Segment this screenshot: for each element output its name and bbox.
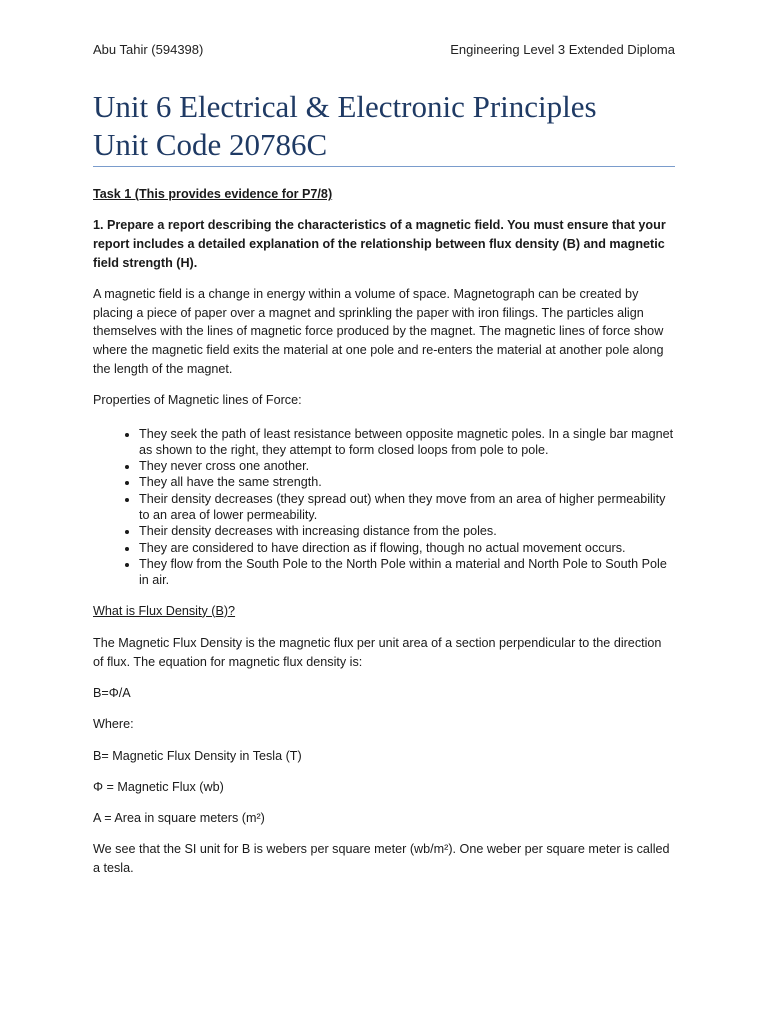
list-item: • They never cross one another. bbox=[139, 458, 675, 474]
intro-paragraph: A magnetic field is a change in energy within a volume of space. Magnetograph can be created by placing a piece of paper over a magnet and sprinkling the paper with iron filings. The particles align themselves with the lines of magnetic force produced by the magnet. The magnetic lines of force show where the magnetic field exits the material at one pole and re-enters the material at another pole along the length of the magnet. bbox=[93, 286, 664, 376]
title-line-2: Unit Code 20786C bbox=[93, 127, 328, 162]
properties-heading: Properties of Magnetic lines of Force: bbox=[93, 392, 302, 407]
si-unit-paragraph: We see that the SI unit for B is webers per square meter (wb/m²). One weber per square meter is called a tesla. bbox=[93, 842, 670, 875]
list-item: • They seek the path of least resistance between opposite magnetic poles. In a single bar magnet as shown to the right, they attempt to form closed loops from pole to pole. bbox=[139, 426, 675, 459]
list-item: • Their density decreases (they spread out) when they move from an area of higher permeability to an area of lower permeability. bbox=[139, 491, 675, 524]
list-item: • They all have the same strength. bbox=[139, 474, 675, 490]
definition-b: B= Magnetic Flux Density in Tesla (T) bbox=[93, 748, 302, 763]
definition-phi: Φ = Magnetic Flux (wb) bbox=[93, 779, 224, 794]
list-item: • They are considered to have direction as if flowing, though no actual movement occurs. bbox=[139, 540, 675, 556]
definition-a: A = Area in square meters (m²) bbox=[93, 810, 265, 825]
header-course: Engineering Level 3 Extended Diploma bbox=[450, 42, 675, 57]
title-line-1: Unit 6 Electrical & Electronic Principles bbox=[93, 89, 597, 124]
task-question: 1. Prepare a report describing the characteristics of a magnetic field. You must ensure that your report includes a detailed explanation of the relationship between flux density (B) and magnetic field strength (H). bbox=[93, 218, 666, 270]
flux-density-paragraph: The Magnetic Flux Density is the magnetic flux per unit area of a section perpendicular to the direction of flux. The equation for magnetic flux density is: bbox=[93, 636, 662, 669]
flux-density-heading: What is Flux Density (B)? bbox=[93, 603, 236, 618]
document-title bbox=[93, 88, 683, 164]
title-divider bbox=[93, 166, 675, 167]
list-item: • Their density decreases with increasing distance from the poles. bbox=[139, 523, 675, 539]
header-author: Abu Tahir (594398) bbox=[93, 42, 204, 57]
page-header bbox=[93, 42, 675, 57]
document-body bbox=[93, 185, 675, 890]
list-item: • They flow from the South Pole to the North Pole within a material and North Pole to South Pole in air. bbox=[139, 556, 675, 589]
properties-list bbox=[93, 426, 675, 589]
flux-equation: B=Φ/A bbox=[93, 686, 131, 701]
where-label: Where: bbox=[93, 717, 134, 732]
task-heading: Task 1 (This provides evidence for P7/8) bbox=[93, 187, 333, 201]
